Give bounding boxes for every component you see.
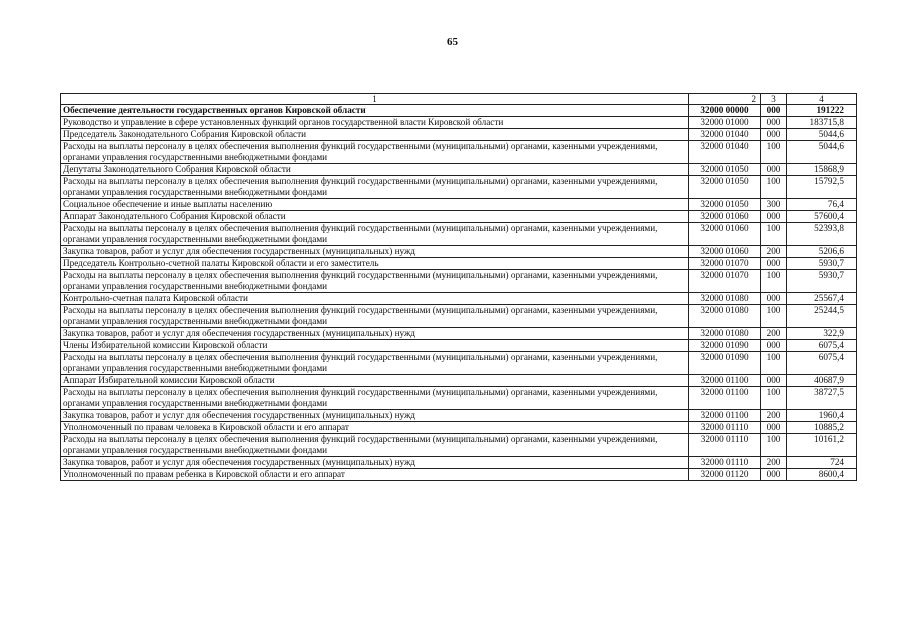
row-name-cell: Расходы на выплаты персоналу в целях обеспечения выполнения функций государственными (муниципальными) органами, казенными учреждениями, органами управления государственными внебюджетными фондами bbox=[61, 270, 689, 293]
table-row bbox=[61, 141, 857, 164]
table-row bbox=[61, 223, 857, 246]
row-type-cell: 000 bbox=[761, 258, 787, 270]
row-type-cell: 000 bbox=[761, 469, 787, 481]
row-name-cell: Расходы на выплаты персоналу в целях обеспечения выполнения функций государственными (муниципальными) органами, казенными учреждениями, органами управления государственными внебюджетными фондами bbox=[61, 434, 689, 457]
row-amount-cell: 25567,4 bbox=[787, 293, 857, 305]
row-code-cell: 32000 01110 bbox=[689, 457, 761, 469]
table-row bbox=[61, 434, 857, 457]
row-name-cell: Депутаты Законодательного Собрания Кировской области bbox=[61, 164, 689, 176]
row-amount-cell: 76,4 bbox=[787, 199, 857, 211]
row-amount-cell: 191222 bbox=[787, 105, 857, 117]
row-amount-cell: 38727,5 bbox=[787, 387, 857, 410]
row-name-cell: Уполномоченный по правам человека в Кировской области и его аппарат bbox=[61, 422, 689, 434]
row-amount-cell: 5044,6 bbox=[787, 129, 857, 141]
row-code-cell: 32000 01050 bbox=[689, 199, 761, 211]
row-name-cell: Председатель Контрольно-счетной палаты Кировской области и его заместитель bbox=[61, 258, 689, 270]
row-type-cell: 100 bbox=[761, 434, 787, 457]
row-type-cell: 100 bbox=[761, 305, 787, 328]
row-type-cell: 100 bbox=[761, 270, 787, 293]
row-amount-cell: 724 bbox=[787, 457, 857, 469]
table-row bbox=[61, 340, 857, 352]
row-type-cell: 000 bbox=[761, 375, 787, 387]
row-type-cell: 200 bbox=[761, 457, 787, 469]
row-name-cell: Закупка товаров, работ и услуг для обеспечения государственных (муниципальных) нужд bbox=[61, 410, 689, 422]
row-type-cell: 200 bbox=[761, 328, 787, 340]
row-code-cell: 32000 01100 bbox=[689, 387, 761, 410]
row-type-cell: 200 bbox=[761, 246, 787, 258]
row-code-cell: 32000 01080 bbox=[689, 305, 761, 328]
row-type-cell: 100 bbox=[761, 352, 787, 375]
row-type-cell: 000 bbox=[761, 293, 787, 305]
row-type-cell: 000 bbox=[761, 129, 787, 141]
row-amount-cell: 10161,2 bbox=[787, 434, 857, 457]
row-amount-cell: 6075,4 bbox=[787, 352, 857, 375]
row-code-cell: 32000 01050 bbox=[689, 176, 761, 199]
row-type-cell: 000 bbox=[761, 340, 787, 352]
row-amount-cell: 10885,2 bbox=[787, 422, 857, 434]
row-amount-cell: 6075,4 bbox=[787, 340, 857, 352]
row-code-cell: 32000 01040 bbox=[689, 141, 761, 164]
row-amount-cell: 57600,4 bbox=[787, 211, 857, 223]
table-row bbox=[61, 410, 857, 422]
row-type-cell: 000 bbox=[761, 117, 787, 129]
table-row bbox=[61, 117, 857, 129]
row-name-cell: Расходы на выплаты персоналу в целях обеспечения выполнения функций государственными (муниципальными) органами, казенными учреждениями, органами управления государственными внебюджетными фондами bbox=[61, 223, 689, 246]
table-row bbox=[61, 352, 857, 375]
header-row bbox=[61, 94, 857, 105]
row-code-cell: 32000 01060 bbox=[689, 246, 761, 258]
row-type-cell: 000 bbox=[761, 164, 787, 176]
row-code-cell: 32000 01090 bbox=[689, 352, 761, 375]
row-amount-cell: 15792,5 bbox=[787, 176, 857, 199]
row-code-cell: 32000 01070 bbox=[689, 270, 761, 293]
row-code-cell: 32000 01100 bbox=[689, 410, 761, 422]
row-code-cell: 32000 01100 bbox=[689, 375, 761, 387]
row-type-cell: 100 bbox=[761, 387, 787, 410]
row-name-cell: Закупка товаров, работ и услуг для обеспечения государственных (муниципальных) нужд bbox=[61, 328, 689, 340]
row-name-cell: Обеспечение деятельности государственных органов Кировской области bbox=[61, 105, 689, 117]
row-amount-cell: 183715,8 bbox=[787, 117, 857, 129]
row-name-cell: Уполномоченный по правам ребенка в Кировской области и его аппарат bbox=[61, 469, 689, 481]
row-amount-cell: 1960,4 bbox=[787, 410, 857, 422]
row-name-cell: Расходы на выплаты персоналу в целях обеспечения выполнения функций государственными (муниципальными) органами, казенными учреждениями, органами управления государственными внебюджетными фондами bbox=[61, 176, 689, 199]
row-code-cell: 32000 01110 bbox=[689, 434, 761, 457]
row-name-cell: Закупка товаров, работ и услуг для обеспечения государственных (муниципальных) нужд bbox=[61, 457, 689, 469]
table-row bbox=[61, 387, 857, 410]
row-code-cell: 32000 01070 bbox=[689, 258, 761, 270]
table-row bbox=[61, 199, 857, 211]
row-type-cell: 300 bbox=[761, 199, 787, 211]
row-code-cell: 32000 01120 bbox=[689, 469, 761, 481]
table-row bbox=[61, 305, 857, 328]
row-type-cell: 100 bbox=[761, 141, 787, 164]
table-row bbox=[61, 258, 857, 270]
table-row bbox=[61, 246, 857, 258]
table-body bbox=[61, 105, 857, 481]
row-code-cell: 32000 01060 bbox=[689, 223, 761, 246]
table-row bbox=[61, 375, 857, 387]
row-type-cell: 200 bbox=[761, 410, 787, 422]
row-type-cell: 000 bbox=[761, 105, 787, 117]
row-amount-cell: 5930,7 bbox=[787, 270, 857, 293]
row-name-cell: Расходы на выплаты персоналу в целях обеспечения выполнения функций государственными (муниципальными) органами, казенными учреждениями, органами управления государственными внебюджетными фондами bbox=[61, 352, 689, 375]
row-name-cell: Члены Избирательной комиссии Кировской области bbox=[61, 340, 689, 352]
row-code-cell: 32000 01060 bbox=[689, 211, 761, 223]
row-type-cell: 000 bbox=[761, 211, 787, 223]
row-amount-cell: 8600,4 bbox=[787, 469, 857, 481]
row-name-cell: Закупка товаров, работ и услуг для обеспечения государственных (муниципальных) нужд bbox=[61, 246, 689, 258]
row-name-cell: Расходы на выплаты персоналу в целях обеспечения выполнения функций государственными (муниципальными) органами, казенными учреждениями, органами управления государственными внебюджетными фондами bbox=[61, 305, 689, 328]
row-amount-cell: 5044,6 bbox=[787, 141, 857, 164]
row-amount-cell: 52393,8 bbox=[787, 223, 857, 246]
row-name-cell: Социальное обеспечение и иные выплаты населению bbox=[61, 199, 689, 211]
table-row bbox=[61, 328, 857, 340]
table-row bbox=[61, 211, 857, 223]
row-name-cell: Аппарат Законодательного Собрания Кировской области bbox=[61, 211, 689, 223]
row-amount-cell: 322,9 bbox=[787, 328, 857, 340]
row-amount-cell: 15868,9 bbox=[787, 164, 857, 176]
header-col-4: 4 bbox=[787, 94, 857, 105]
row-code-cell: 32000 01040 bbox=[689, 129, 761, 141]
row-code-cell: 32000 01110 bbox=[689, 422, 761, 434]
row-name-cell: Расходы на выплаты персоналу в целях обеспечения выполнения функций государственными (муниципальными) органами, казенными учреждениями, органами управления государственными внебюджетными фондами bbox=[61, 387, 689, 410]
row-name-cell: Руководство и управление в сфере установленных функций органов государственной власти Кировской области bbox=[61, 117, 689, 129]
table-row bbox=[61, 422, 857, 434]
table-row bbox=[61, 105, 857, 117]
row-type-cell: 100 bbox=[761, 223, 787, 246]
row-amount-cell: 5930,7 bbox=[787, 258, 857, 270]
row-name-cell: Расходы на выплаты персоналу в целях обеспечения выполнения функций государственными (муниципальными) органами, казенными учреждениями, органами управления государственными внебюджетными фондами bbox=[61, 141, 689, 164]
header-col-1: 1 bbox=[61, 94, 689, 105]
row-code-cell: 32000 01050 bbox=[689, 164, 761, 176]
table-row bbox=[61, 270, 857, 293]
budget-table bbox=[60, 93, 857, 481]
table-row bbox=[61, 457, 857, 469]
table-row bbox=[61, 293, 857, 305]
row-name-cell: Аппарат Избирательной комиссии Кировской области bbox=[61, 375, 689, 387]
row-amount-cell: 25244,5 bbox=[787, 305, 857, 328]
table-row bbox=[61, 164, 857, 176]
header-col-3: 3 bbox=[761, 94, 787, 105]
row-code-cell: 32000 00000 bbox=[689, 105, 761, 117]
table-row bbox=[61, 129, 857, 141]
table-row bbox=[61, 469, 857, 481]
row-type-cell: 000 bbox=[761, 422, 787, 434]
row-amount-cell: 40687,9 bbox=[787, 375, 857, 387]
header-col-2: 2 bbox=[689, 94, 761, 105]
row-type-cell: 100 bbox=[761, 176, 787, 199]
row-code-cell: 32000 01080 bbox=[689, 328, 761, 340]
row-code-cell: 32000 01000 bbox=[689, 117, 761, 129]
table-row bbox=[61, 176, 857, 199]
row-name-cell: Контрольно-счетная палата Кировской области bbox=[61, 293, 689, 305]
row-name-cell: Председатель Законодательного Собрания Кировской области bbox=[61, 129, 689, 141]
row-code-cell: 32000 01090 bbox=[689, 340, 761, 352]
row-code-cell: 32000 01080 bbox=[689, 293, 761, 305]
row-amount-cell: 5206,6 bbox=[787, 246, 857, 258]
page-number: 65 bbox=[447, 36, 458, 48]
